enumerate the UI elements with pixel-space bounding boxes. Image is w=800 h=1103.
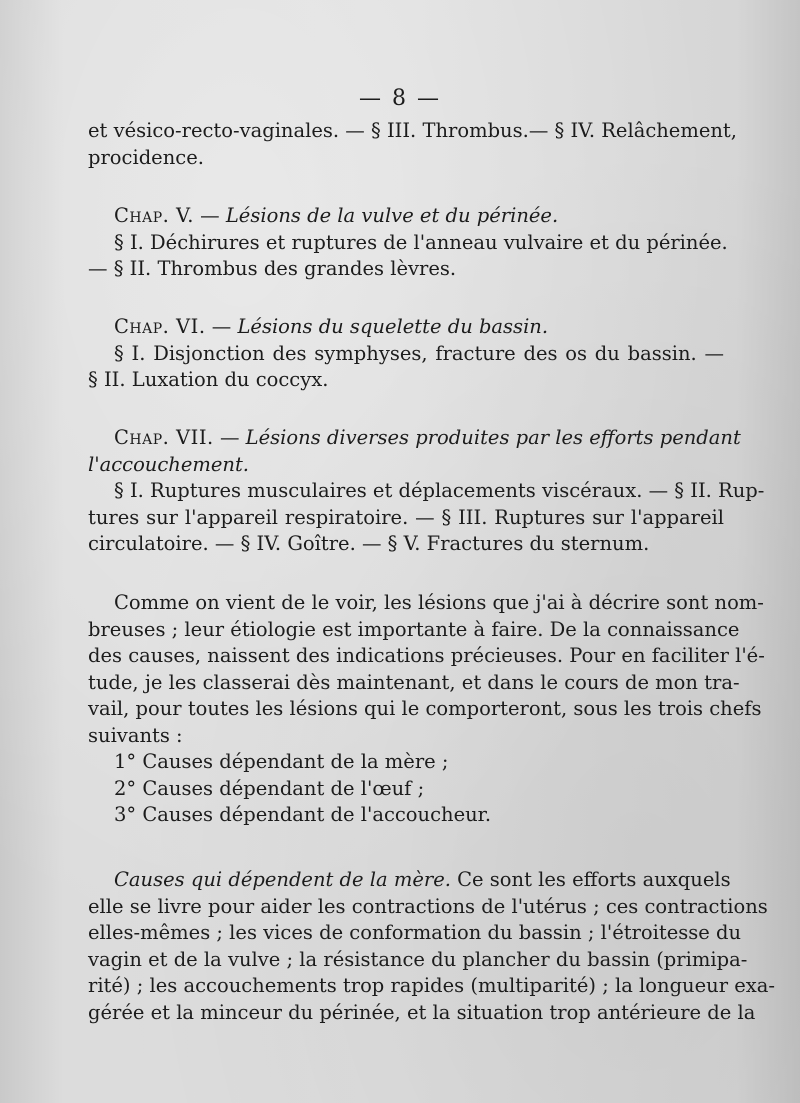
- chapter-title: Lésions diverses produites par les efforts pendant: [245, 426, 741, 449]
- chapter-label: Chap. V.: [114, 204, 194, 227]
- toc-continuation: [88, 118, 737, 171]
- text-line: vagin et de la vulve ; la résistance du plancher du bassin (primipa-: [88, 947, 748, 971]
- chapter-6-entry: [88, 314, 724, 394]
- text-line: elles-mêmes ; les vices de conformation du bassin ; l'étroitesse du: [88, 921, 742, 944]
- text-line: § I. Disjonction des symphyses, fracture des os du bassin. —: [114, 341, 724, 365]
- paragraph-classification: [88, 590, 765, 829]
- text-run: Ce sont les efforts auxquels: [450, 868, 731, 891]
- heading-dash: —: [193, 204, 226, 227]
- text-line: breuses ; leur étiologie est importante à faire. De la connaissance: [88, 617, 740, 641]
- chapter-title: Lésions du squelette du bassin.: [237, 315, 549, 338]
- text-line: tures sur l'appareil respiratoire. — § III. Ruptures sur l'appareil: [88, 505, 724, 529]
- list-item: 2° Causes dépendant de l'œuf ;: [114, 776, 425, 800]
- text-line: circulatoire. — § IV. Goître. — § V. Fractures du sternum.: [88, 532, 650, 555]
- text-line: rité) ; les accouchements trop rapides (multiparité) ; la longueur exa-: [88, 974, 775, 997]
- chapter-label: Chap. VII.: [114, 426, 214, 449]
- text-line: § I. Déchirures et ruptures de l'anneau vulvaire et du périnée.: [114, 230, 728, 254]
- text-line: tude, je les classerai dès maintenant, et dans le cours de mon tra-: [88, 670, 740, 694]
- text-line: vail, pour toutes les lésions qui le comporteront, sous les trois chefs: [88, 697, 762, 720]
- text-line: elle se livre pour aider les contractions de l'utérus ; ces contractions: [88, 894, 768, 918]
- chapter-7-entry: [88, 425, 765, 558]
- heading-dash: —: [213, 426, 246, 449]
- text-line: § I. Ruptures musculaires et déplacements viscéraux. — § II. Rup-: [114, 479, 765, 502]
- chapter-title-continued: l'accouchement.: [88, 452, 250, 476]
- paragraph-maternal-causes: [88, 867, 775, 1026]
- text-line: procidence.: [88, 145, 204, 169]
- chapter-5-entry: [88, 203, 728, 283]
- text-line: [88, 867, 731, 894]
- section-lead: Causes qui dépendent de la mère.: [114, 868, 451, 891]
- text-line: et vésico-recto-vaginales. — § III. Thrombus.— § IV. Relâchement,: [88, 119, 737, 142]
- page-number: — 8 —: [359, 86, 441, 111]
- chapter-label: Chap. VI.: [114, 315, 206, 338]
- text-line: gérée et la minceur du périnée, et la situation trop antérieure de la: [88, 1000, 756, 1024]
- list-item: 3° Causes dépendant de l'accoucheur.: [114, 803, 492, 826]
- text-line: des causes, naissent des indications précieuses. Pour en faciliter l'é-: [88, 644, 765, 667]
- chapter-heading: [88, 425, 741, 452]
- text-line: Comme on vient de le voir, les lésions que j'ai à décrire sont nom-: [114, 591, 764, 614]
- text-line: § II. Luxation du coccyx.: [88, 368, 329, 391]
- text-line: — § II. Thrombus des grandes lèvres.: [88, 257, 457, 280]
- chapter-heading: [88, 314, 724, 341]
- chapter-heading: [88, 203, 724, 230]
- chapter-title: Lésions de la vulve et du périnée.: [225, 204, 559, 227]
- text-line: suivants :: [88, 723, 183, 747]
- list-item: 1° Causes dépendant de la mère ;: [114, 750, 449, 773]
- heading-dash: —: [205, 315, 238, 338]
